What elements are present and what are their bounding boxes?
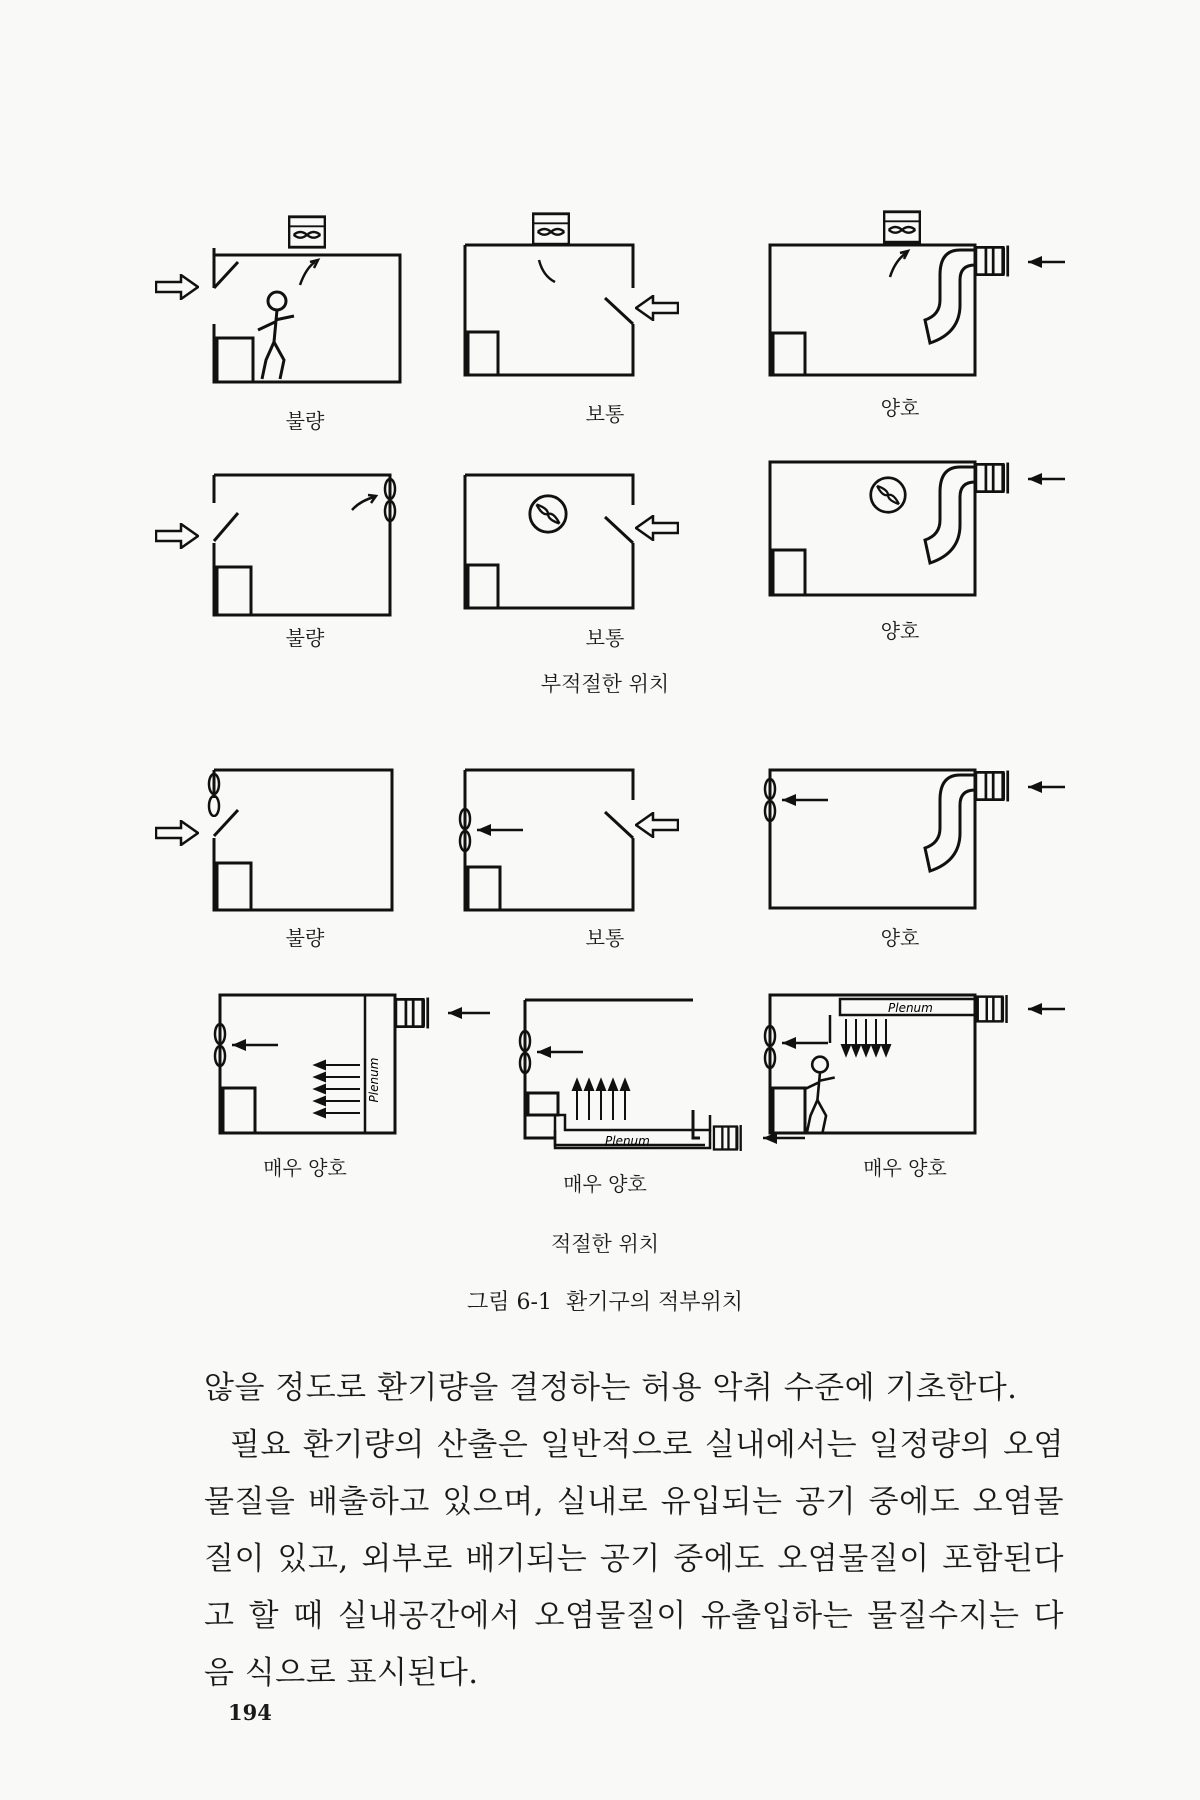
diagram-svg <box>455 465 695 635</box>
diagram-panel-5 <box>455 465 695 635</box>
supply-duct-icon <box>976 463 1008 494</box>
diagram-panel-9 <box>760 760 1090 930</box>
panel-caption: 보통 <box>585 402 625 426</box>
supply-duct-bend <box>925 775 975 871</box>
inlet-louver <box>605 298 633 324</box>
supply-duct-bend <box>925 250 975 343</box>
supply-duct-icon <box>714 1125 741 1151</box>
supply-duct-icon <box>976 771 1008 802</box>
supply-duct-bend <box>925 467 975 563</box>
section-caption-inappropriate: 부적절한 위치 <box>540 672 670 696</box>
diagram-panel-6 <box>760 450 1090 630</box>
inlet-louver <box>605 812 633 838</box>
desk <box>217 338 253 382</box>
panel-caption: 매우 양호 <box>563 1172 647 1196</box>
supply-duct-icon <box>978 995 1007 1023</box>
section-caption-appropriate: 적절한 위치 <box>550 1232 660 1256</box>
diffuser-arrows <box>573 1080 629 1120</box>
panel-caption: 불량 <box>285 409 325 433</box>
panel-caption: 불량 <box>285 626 325 650</box>
paragraph-1: 않을 정도로 환기량을 결정하는 허용 악취 수준에 기초한다. <box>204 1370 1018 1406</box>
diagram-svg <box>455 760 695 930</box>
supply-duct-icon <box>396 998 428 1029</box>
person-icon <box>258 292 294 379</box>
ceiling-fan-icon <box>530 496 566 532</box>
exhaust-hood-icon <box>289 217 325 247</box>
panel-caption: 보통 <box>585 926 625 950</box>
panel-caption: 양호 <box>880 926 920 950</box>
diagram-svg <box>150 465 410 635</box>
inlet-louver <box>214 262 238 288</box>
inflow-arrow-icon <box>636 813 678 837</box>
desk <box>773 1088 805 1133</box>
desk <box>217 863 251 910</box>
inlet-louver <box>214 513 238 541</box>
desk <box>223 1088 255 1133</box>
paragraph-2: 필요 환기량의 산출은 일반적으로 실내에서는 일정량의 오염물질을 배출하고 있으며, 실내로 유입되는 공기 중에도 오염물질이 있고, 외부로 배기되는 공기 중에도 오염물질이 포함된다고 할 때 실내공간에서 오염물질이 유출입하는 물질수지는 다음 식으로 표시된다. <box>204 1427 1064 1691</box>
figure-label: 그림 6-1 <box>467 1290 552 1315</box>
plenum-label: Plenum <box>367 1057 381 1103</box>
desk <box>773 333 805 375</box>
panel-caption: 불량 <box>285 926 325 950</box>
diagram-panel-12 <box>760 985 1090 1155</box>
desk <box>217 567 251 615</box>
desk <box>468 565 498 608</box>
panel-caption: 매우 양호 <box>263 1156 347 1180</box>
diagram-svg <box>210 985 500 1155</box>
diagram-svg <box>760 205 1090 395</box>
exhaust-hood-icon <box>884 212 920 242</box>
inflow-arrow-icon <box>636 516 678 540</box>
inflow-arrow-icon <box>156 821 198 845</box>
diagram-panel-8 <box>455 760 695 930</box>
diffuser-arrows <box>842 1019 890 1055</box>
diagram-svg <box>455 210 695 400</box>
diagram-panel-1 <box>150 210 390 400</box>
panel-caption: 양호 <box>880 619 920 643</box>
panel-caption: 보통 <box>585 626 625 650</box>
diffuser-arrows <box>315 1061 360 1117</box>
diagram-svg <box>760 450 1090 630</box>
diagram-panel-2 <box>455 210 695 400</box>
figure-caption <box>467 1285 743 1316</box>
body-text <box>204 1360 1064 1702</box>
diagram-panel-7 <box>150 760 410 930</box>
panel-caption: 매우 양호 <box>863 1156 947 1180</box>
desk <box>528 1093 558 1115</box>
exhaust-hood-icon <box>533 214 569 244</box>
diagram-svg <box>760 760 1090 930</box>
diagram-panel-4 <box>150 465 410 635</box>
diagram-svg <box>150 210 390 400</box>
plenum-label: Plenum <box>888 1001 933 1015</box>
diagram-panel-10 <box>210 985 500 1155</box>
diagram-svg <box>760 985 1090 1155</box>
diagram-panel-3 <box>760 205 1090 395</box>
page-number: 194 <box>228 1700 272 1725</box>
diagram-svg <box>150 760 410 930</box>
desk <box>773 550 805 595</box>
ceiling-fan-icon <box>871 478 906 513</box>
person-icon <box>804 1057 835 1132</box>
supply-duct-icon <box>976 246 1008 277</box>
figure-title: 환기구의 적부위치 <box>565 1290 743 1315</box>
inflow-arrow-icon <box>636 296 678 320</box>
inflow-arrow-icon <box>156 524 198 548</box>
desk <box>468 332 498 375</box>
desk <box>468 867 500 910</box>
panel-caption: 양호 <box>880 396 920 420</box>
inlet-louver <box>605 517 633 543</box>
plenum-label: Plenum <box>605 1134 650 1148</box>
inflow-arrow-icon <box>156 275 198 299</box>
